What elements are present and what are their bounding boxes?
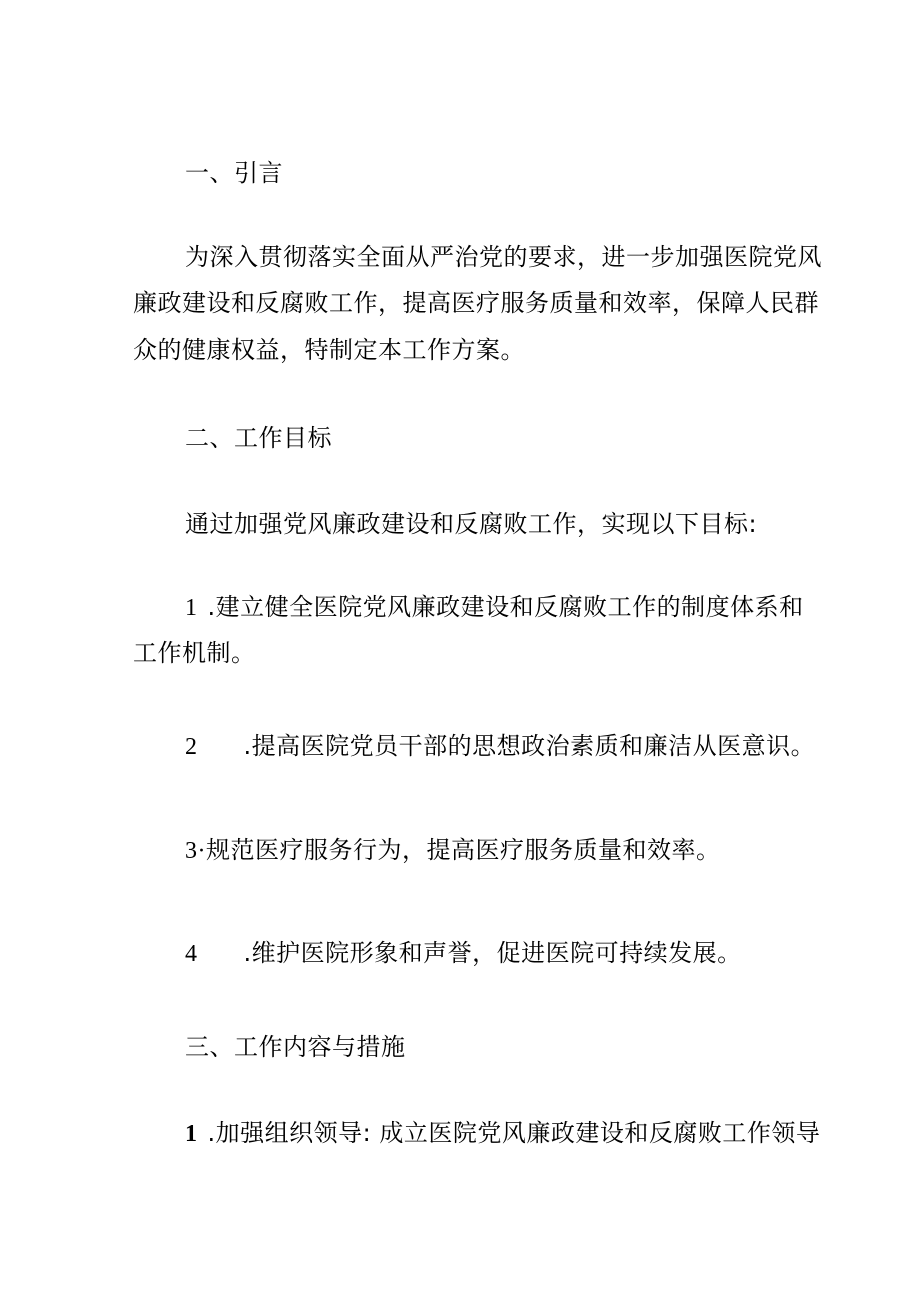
measure-item-1-text: .加强组织领导: 成立医院党风廉政建设和反腐败工作领导 bbox=[207, 1119, 821, 1147]
heading-work-goals: 二、工作目标 bbox=[185, 424, 332, 452]
goal-item-3-number: 3· bbox=[185, 838, 206, 864]
goal-item-4-text: .维护医院形象和声誉，促进医院可持续发展。 bbox=[243, 939, 742, 967]
intro-paragraph-line-1: 为深入贯彻落实全面从严治党的要求，进一步加强医院党风 bbox=[185, 243, 822, 271]
goal-item-2 bbox=[185, 730, 815, 763]
goal-item-2-number: 2 bbox=[185, 734, 198, 760]
goal-item-1-continuation: 工作机制。 bbox=[133, 639, 256, 667]
goal-item-1-text: .建立健全医院党风廉政建设和反腐败工作的制度体系和 bbox=[207, 593, 804, 621]
intro-paragraph-line-2: 廉政建设和反腐败工作，提高医疗服务质量和效率，保障人民群 bbox=[133, 289, 819, 317]
goal-item-4-number: 4 bbox=[185, 941, 198, 967]
intro-paragraph-line-3: 众的健康权益，特制定本工作方案。 bbox=[133, 336, 525, 364]
goal-item-1-number: 1 bbox=[185, 595, 198, 621]
goal-item-3 bbox=[185, 834, 721, 867]
heading-introduction: 一、引言 bbox=[185, 159, 283, 187]
measure-item-1 bbox=[185, 1117, 820, 1150]
heading-work-content-measures: 三、工作内容与措施 bbox=[185, 1033, 406, 1061]
goal-item-2-text: .提高医院党员干部的思想政治素质和廉洁从医意识。 bbox=[243, 732, 816, 760]
goal-item-4 bbox=[185, 937, 742, 970]
goal-item-3-text: 规范医疗服务行为，提高医疗服务质量和效率。 bbox=[206, 836, 721, 864]
goals-intro-text: 通过加强党风廉政建设和反腐败工作，实现以下目标: bbox=[185, 510, 758, 538]
goal-item-1 bbox=[185, 591, 804, 624]
measure-item-1-number: 1 bbox=[185, 1121, 198, 1147]
